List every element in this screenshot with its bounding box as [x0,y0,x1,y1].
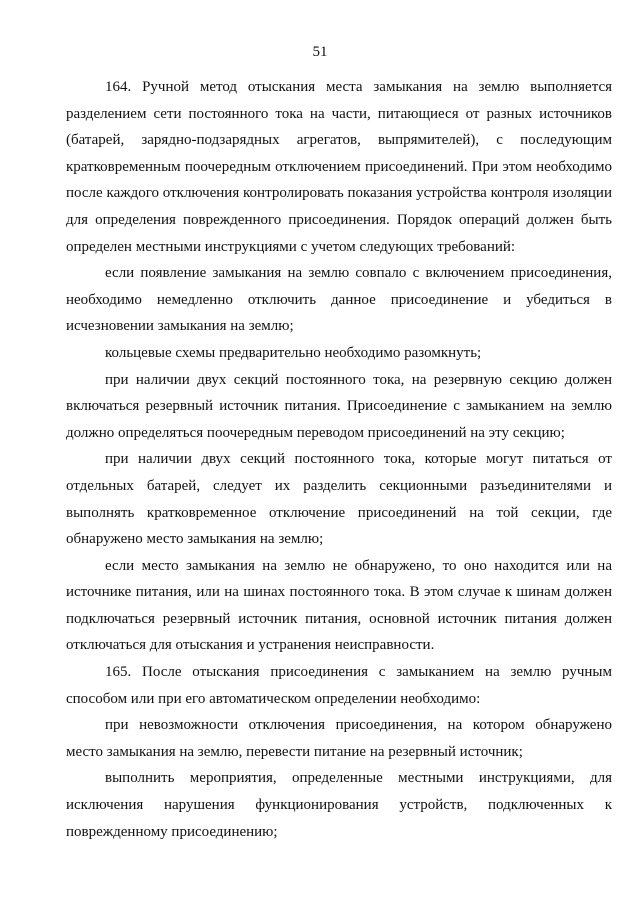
page-number: 51 [312,44,328,60]
requirement-paragraph: кольцевые схемы предварительно необходимо разомкнуть; [105,344,482,361]
paragraph-164-intro: 164. Ручной метод отыскания места замыкания на землю выполняется разделением сети постоянного тока на части, питающиеся от разных источников (батарей, зарядно-подзарядных агрегатов, выпрямителей), с последующим кратковременным поочередным отключением присоединений. При этом необходимо после каждого отключения контролировать показания устройства контроля изоляции для определения поврежденного присоединения. Порядок операций должен быть определен местными инструкциями с учетом следующих требований: [66,79,612,255]
document-body [66,74,612,845]
requirement-paragraph: если место замыкания на землю не обнаружено, то оно находится или на источнике питания, или на шинах постоянного тока. В этом случае к шинам должен подключаться резервный источник питания, основной источник питания должен отключаться для отыскания и устранения неисправности. [66,557,612,654]
action-paragraph: выполнить мероприятия, определенные местными инструкциями, для исключения нарушения функционирования устройств, подключенных к поврежденному присоединению; [66,770,612,840]
requirement-paragraph: если появление замыкания на землю совпало с включением присоединения, необходимо немедленно отключить данное присоединение и убедиться в исчезновении замыкания на землю; [66,265,612,335]
paragraph-165-intro: 165. После отыскания присоединения с замыканием на землю ручным способом или при его автоматическом определении необходимо: [66,664,612,707]
requirement-paragraph: при наличии двух секций постоянного тока, которые могут питаться от отдельных батарей, следует их разделить секционными разъединителями и выполнять кратковременное отключение присоединений на той секции, где обнаружено место замыкания на землю; [66,451,612,548]
action-paragraph: при невозможности отключения присоединения, на котором обнаружено место замыкания на землю, перевести питание на резервный источник; [66,717,612,760]
requirement-paragraph: при наличии двух секций постоянного тока, на резервную секцию должен включаться резервный источник питания. Присоединение с замыканием на землю должно определяться поочередным переводом присоединений на эту секцию; [66,371,612,441]
